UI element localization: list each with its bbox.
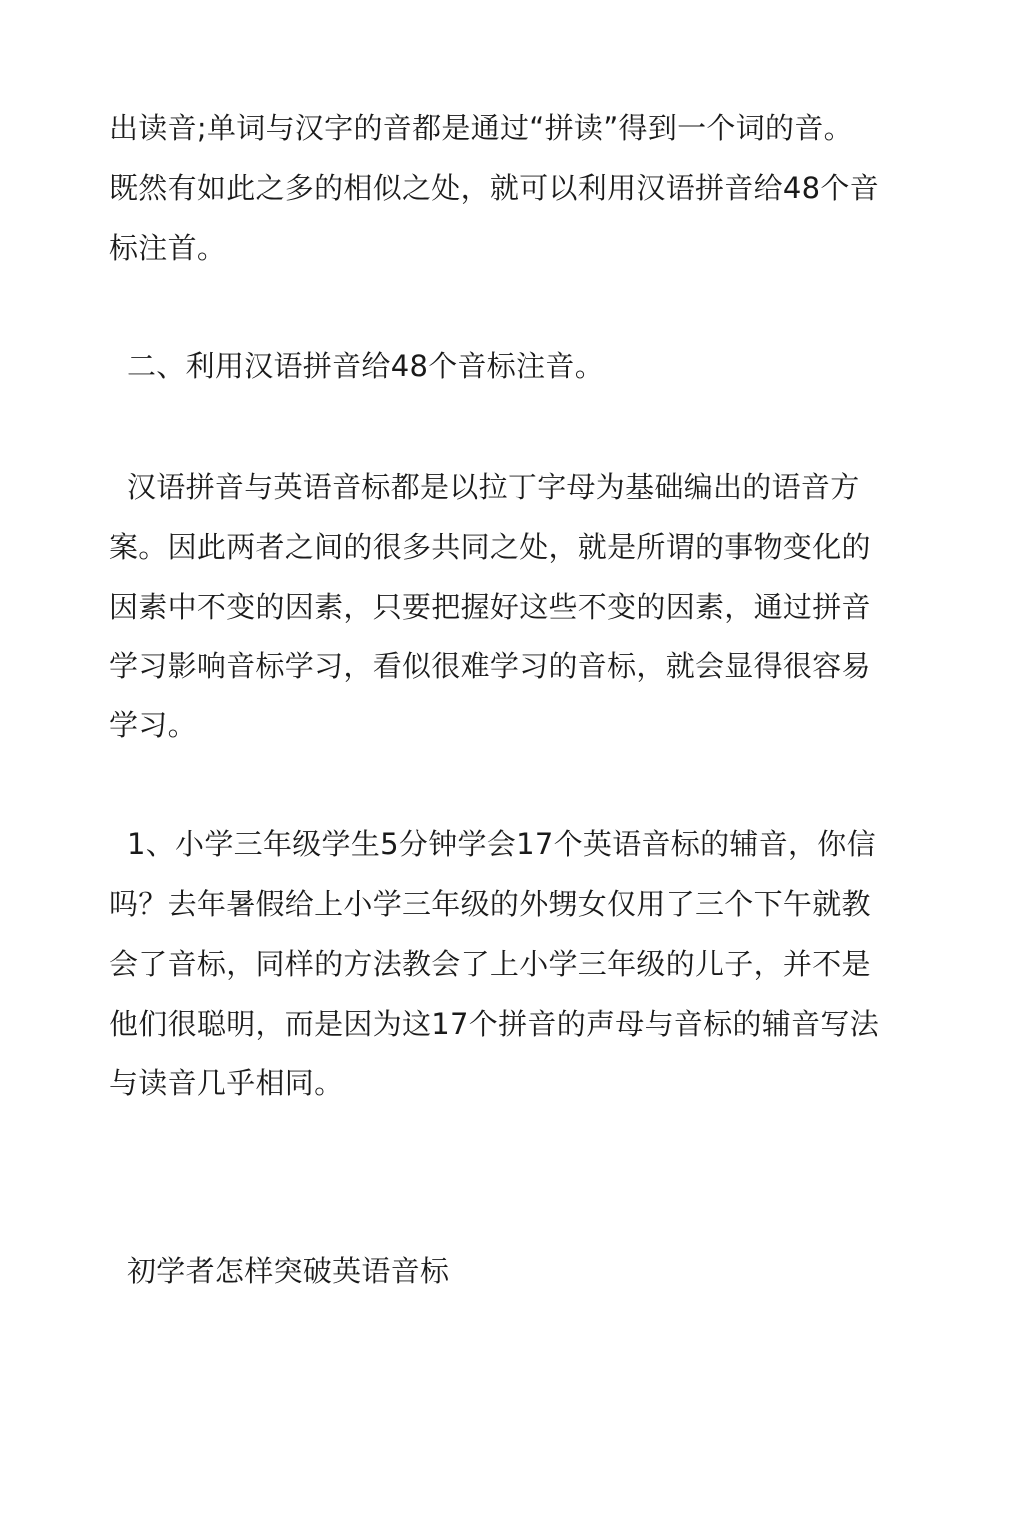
paragraph-line: 他们很聪明，而是因为这17个拼音的声母与音标的辅音写法 (109, 1007, 880, 1041)
document-title: 初学者怎样突破英语音标 (127, 1254, 450, 1288)
paragraph-line: 因素中不变的因素，只要把握好这些不变的因素，通过拼音 (109, 590, 871, 624)
section-heading: 二、利用汉语拼音给48个音标注音。 (127, 349, 605, 383)
paragraph-line: 学习。 (109, 708, 197, 742)
paragraph-line: 与读音几乎相同。 (109, 1066, 344, 1100)
paragraph-line: 出读音;单词与汉字的音都是通过“拼读”得到一个词的音。 (109, 111, 853, 145)
paragraph-line: 1、小学三年级学生5分钟学会17个英语音标的辅音，你信 (127, 827, 876, 861)
paragraph-line: 会了音标，同样的方法教会了上小学三年级的儿子，并不是 (109, 947, 871, 981)
paragraph-line: 案。因此两者之间的很多共同之处，就是所谓的事物变化的 (109, 530, 871, 564)
paragraph-line: 既然有如此之多的相似之处，就可以利用汉语拼音给48个音 (109, 171, 880, 205)
paragraph-line: 学习影响音标学习，看似很难学习的音标，就会显得很容易 (109, 649, 871, 683)
paragraph-line: 吗？去年暑假给上小学三年级的外甥女仅用了三个下午就教 (109, 887, 871, 921)
paragraph-line: 标注首。 (109, 231, 227, 265)
paragraph-line: 汉语拼音与英语音标都是以拉丁字母为基础编出的语音方 (127, 470, 860, 504)
